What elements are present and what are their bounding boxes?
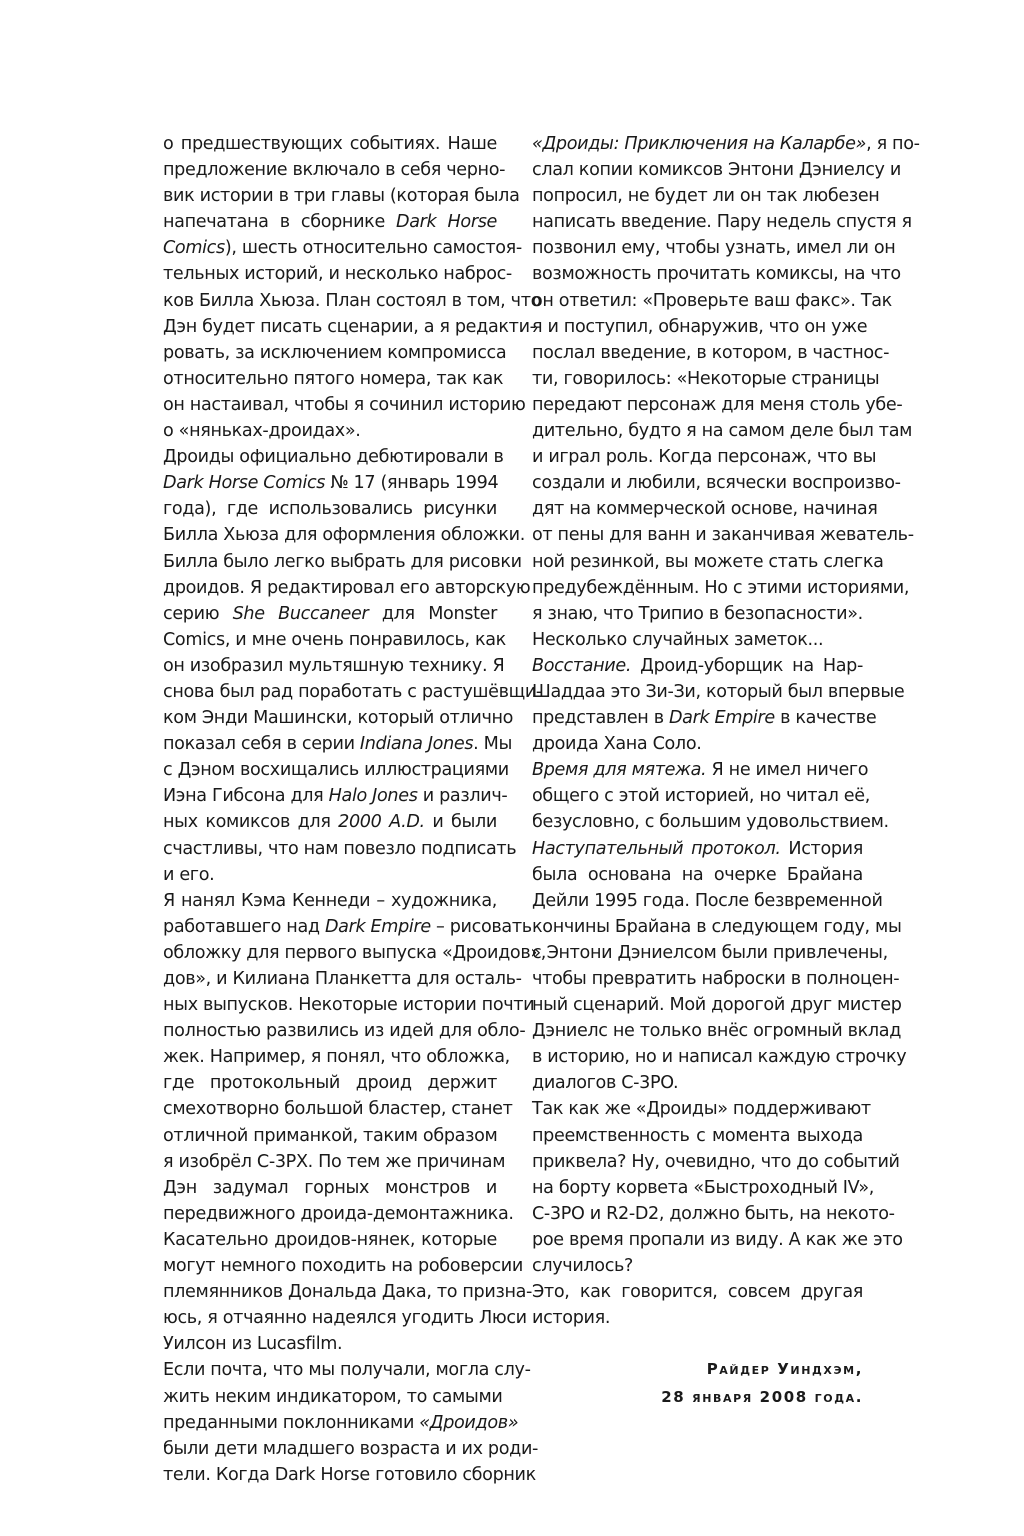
text-line: C-3PO и R2-D2, должно быть, на некото- [532,1203,895,1224]
text-line: случилось? [532,1256,634,1277]
text-line: Уилсон из Lucasfilm. [163,1334,343,1355]
text-line: предложение включало в себя черно- [163,160,506,181]
text-line: он изобразил мультяшную технику. Я [163,655,505,676]
text-line: передают персонаж для меня столь убе- [532,394,903,415]
text-line: ти, говорилось: «Некоторые страницы [532,368,880,389]
text-line: племянников Дональда Дака, то призна- [163,1282,533,1303]
signature-block [532,1355,863,1411]
text-line: тели. Когда Dark Horse готовило сборник [163,1464,536,1485]
text-line: с Дэном восхищались иллюстрациями [163,760,509,781]
text-line: ных комиксов для 2000 A.D. и были [163,812,497,833]
text-line: дительно, будто я на самом деле был там [532,421,913,442]
text-line: преданными поклонниками «Дроидов» [163,1412,519,1433]
text-line: ком Энди Машински, который отлично [163,708,514,729]
text-line: Дэниелс не только внёс огромный вклад [532,1021,902,1042]
text-line: предубеждённым. Но с этими историями, [532,577,910,598]
text-line: относительно пятого номера, так как [163,368,504,389]
text-line: дроидов. Я редактировал его авторскую [163,577,531,598]
text-line: и его. [163,864,215,885]
signature-date: 28 января 2008 года. [661,1388,863,1406]
text-line: была основана на очерке Брайана [532,864,863,885]
text-line: жек. Например, я понял, что обложка, [163,1047,510,1068]
text-line: преемственность с момента выхода [532,1125,863,1146]
text-line: напечатана в сборнике Dark Horse [163,212,497,233]
text-line: дят на коммерческой основе, начиная [532,499,878,520]
text-line: снова был рад поработать с растушёвщи- [163,681,542,702]
text-line: Билла было легко выбрать для рисовки [163,551,522,572]
text-line: попросил, не будет ли он так любезен [532,186,880,207]
signature-author: Райдер Уиндхэм, [706,1360,863,1378]
text-line: я и поступил, обнаружив, что он уже [532,316,868,337]
text-line: Comics), шесть относительно самостоя- [163,238,522,259]
text-line: серию She Buccaneer для Monster [163,603,497,624]
text-line: полностью развились из идей для обло- [163,1021,526,1042]
text-line: написать введение. Пару недель спустя я [532,212,912,233]
text-line: рое время пропали из виду. А как же это [532,1229,903,1250]
text-line: показал себя в серии Indiana Jones. Мы [163,734,513,755]
text-line: послал введение, в котором, в частнос- [532,342,890,363]
text-line: чтобы превратить наброски в полноцен- [532,969,900,989]
text-line: я знаю, что Трипио в безопасности». [532,603,863,624]
text-line: Дэн задумал горных монстров и [163,1177,497,1198]
text-line: Дроиды официально дебютировали в [163,447,504,468]
text-line: года), где использовались рисунки [163,499,497,520]
text-line: представлен в Dark Empire в качестве [532,708,877,729]
text-line: безусловно, с большим удовольствием. [532,812,889,833]
text-line: ной резинкой, вы можете стать слегка [532,551,884,572]
text-line: история. [532,1308,611,1329]
text-line: смехотворно большой бластер, станет [163,1099,513,1120]
text-line: могут немного походить на робоверсии [163,1256,523,1277]
text-line: тельных историй, и несколько наброс- [163,264,512,285]
text-line: и играл роль. Когда персонаж, что вы [532,447,877,468]
text-line: создали и любили, всячески воспроизво- [532,473,901,494]
text-line: Восстание. Дроид-уборщик на Нар- [532,655,863,676]
text-line: о «няньках-дроидах». [163,421,361,442]
text-line: жить неким индикатором, то самыми [163,1386,503,1407]
text-line: о предшествующих событиях. Наше [163,134,497,154]
text-line: ный сценарий. Мой дорогой друг мистер [532,995,902,1016]
text-line: где протокольный дроид держит [163,1073,497,1094]
text-line: он ответил: «Проверьте ваш факс». Так [532,290,892,311]
text-line: ков Билла Хьюза. План состоял в том, что [163,290,542,311]
text-line: счастливы, что нам повезло подписать [163,838,517,859]
text-line: в историю, но и написал каждую строчку [532,1047,907,1068]
text-line: Иэна Гибсона для Halo Jones и различ- [163,786,508,807]
text-line: ровать, за исключением компромисса [163,342,507,363]
text-line: Касательно дроидов-нянек, которые [163,1229,497,1250]
text-line: Это, как говорится, совсем другая [532,1282,863,1303]
text-line: слал копии комиксов Энтони Дэниелсу и [532,160,901,181]
text-line: отличной приманкой, таким образом [163,1125,498,1146]
text-line: позвонил ему, чтобы узнать, имел ли он [532,238,896,259]
text-line: обложку для первого выпуска «Дроидов», [163,942,546,963]
text-line: Несколько случайных заметок... [532,629,824,650]
text-line: Comics, и мне очень понравилось, как [163,629,506,650]
text-line: кончины Брайана в следующем году, мы [532,916,902,937]
text-line: юсь, я отчаянно надеялся угодить Люси [163,1308,527,1329]
text-line: Шаддаа это Зи-Зи, который был впервые [532,681,905,702]
text-line: на борту корвета «Быстроходный IV», [532,1177,874,1198]
text-line: диалогов C-3PO. [532,1073,679,1094]
text-line: дроида Хана Соло. [532,734,702,755]
text-line: Время для мятежа. Я не имел ничего [532,760,869,781]
text-line: «Дроиды: Приключения на Каларбе», я по- [532,134,920,154]
text-line: от пены для ванн и заканчивая жеватель- [532,525,914,546]
text-line: Наступательный протокол. История [532,838,863,859]
text-line: работавшего над Dark Empire – рисовать [163,916,532,937]
text-line: возможность прочитать комиксы, на что [532,264,901,285]
text-line: с Энтони Дэниелсом были привлечены, [532,942,888,963]
text-line: дов», и Килиана Планкетта для осталь- [163,969,522,989]
text-line: Так как же «Дроиды» поддерживают [532,1099,871,1120]
text-line: Dark Horse Comics № 17 (январь 1994 [163,473,499,494]
text-line: Я нанял Кэма Кеннеди – художника, [163,890,497,911]
text-line: общего с этой историей, но читал её, [532,786,870,807]
text-line: Билла Хьюза для оформления обложки. [163,525,525,546]
text-line: Дэн будет писать сценарии, а я редакти- [163,316,536,337]
text-line: ных выпусков. Некоторые истории почти [163,995,535,1016]
text-line: вик истории в три главы (которая была [163,186,520,207]
text-column-left [163,131,546,1488]
text-line: передвижного дроида-демонтажника. [163,1203,514,1224]
text-line: Если почта, что мы получали, могла слу- [163,1360,531,1381]
text-line: он настаивал, чтобы я сочинил историю [163,394,526,415]
text-line: были дети младшего возраста и их роди- [163,1438,539,1459]
text-line: я изобрёл C-3PX. По тем же причинам [163,1151,506,1172]
text-line: приквела? Ну, очевидно, что до событий [532,1151,900,1172]
text-line: Дейли 1995 года. После безвременной [532,890,883,911]
text-column-right [532,131,920,1331]
